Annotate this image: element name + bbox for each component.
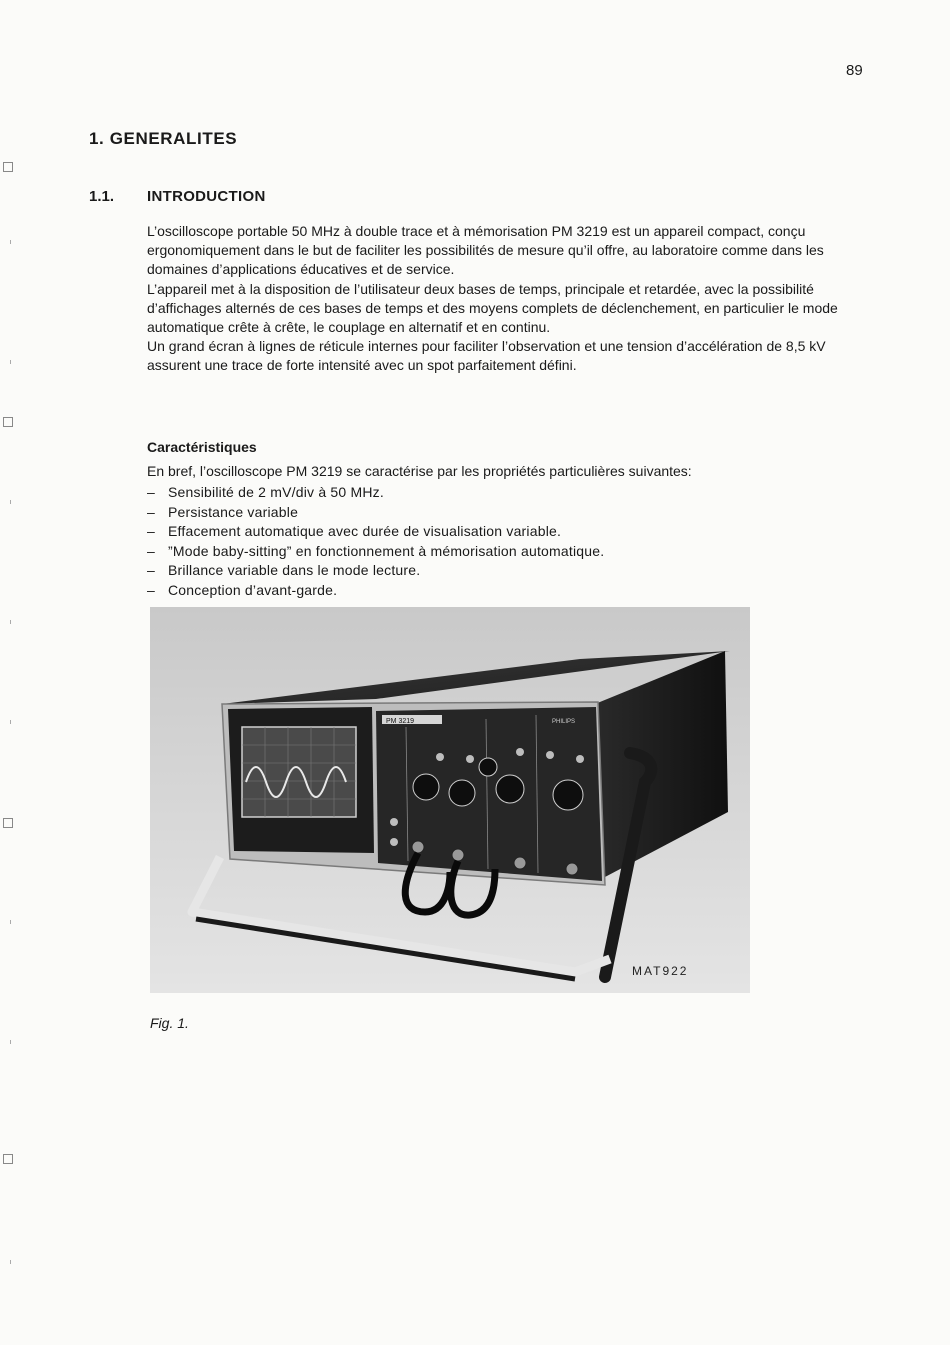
intro-paragraph: L’oscilloscope portable 50 MHz à double trace et à mémorisation PM 3219 est un appareil compact, conçu ergonomiquement dans le but de faciliter les possibilités de mesure qu’il offre, au laboratoire comme dans les domaines d’applications éducatives et de service. [147,223,824,278]
dash-bullet: – [147,503,155,520]
small-knob [546,751,554,759]
margin-dot [10,720,11,724]
bnc-connector [452,849,464,861]
margin-dot [10,500,11,504]
list-item [147,503,604,523]
dash-bullet: – [147,523,155,539]
margin-dot [10,1040,11,1044]
feature-text: Effacement automatique avec durée de visualisation variable. [168,523,562,539]
list-item [147,483,604,503]
feature-text: Persistance variable [168,503,299,520]
model-label-text: PM 3219 [386,718,415,725]
small-knob [390,838,398,846]
intro-text [147,222,867,376]
intro-paragraph: Un grand écran à lignes de réticule internes pour faciliter l’observation et une tension d’accélération de 8,5 kV assurent une trace de forte intensité avec un spot parfaitement défini. [147,338,826,374]
small-knob [576,755,584,763]
margin-mark [3,417,13,427]
bnc-connector [514,857,526,869]
feature-text: Sensibilité de 2 mV/div à 50 MHz. [168,484,384,500]
margin-dot [10,920,11,924]
page-number: 89 [846,62,863,79]
margin-mark [3,162,13,172]
oscilloscope-photo [150,607,750,993]
margin-mark [3,1154,13,1164]
feature-text: Conception d’avant-garde. [168,581,338,598]
features-list [147,483,604,600]
dash-bullet: – [147,581,155,598]
feature-text: ”Mode baby-sitting” en fonctionnement à mémorisation automatique. [168,542,605,559]
margin-dot [10,620,11,624]
margin-mark [3,818,13,828]
knob [496,775,524,803]
dash-bullet: – [147,542,155,559]
subsection-number: 1.1. [89,188,115,205]
dash-bullet: – [147,562,155,578]
list-item [147,522,604,542]
knob [449,780,475,806]
bnc-connector [412,841,424,853]
figure-caption: Fig. 1. [150,1015,189,1031]
caracteristiques-title: Caractéristiques [147,439,257,455]
photo-stamp: MAT922 [632,964,689,978]
section-title: 1. GENERALITES [89,129,238,148]
knob [479,758,497,776]
dash-bullet: – [147,484,155,500]
small-knob [516,748,524,756]
list-item [147,542,604,562]
margin-dot [10,1260,11,1264]
screen [242,727,356,817]
feature-text: Brillance variable dans le mode lecture. [168,562,421,578]
bnc-connector [566,863,578,875]
caracteristiques-intro: En bref, l’oscilloscope PM 3219 se caractérise par les propriétés particulières suivantes: [147,463,692,479]
knob [553,780,583,810]
margin-dot [10,360,11,364]
intro-paragraph: L’appareil met à la disposition de l’utilisateur deux bases de temps, principale et retardée, avec la possibilité d’affichages alternés de ces bases de temps et des moyens complets de déclenchement, en particulier le mode automatique crête à crête, le couplage en alternatif et en continu. [147,280,838,336]
small-knob [436,753,444,761]
small-knob [466,755,474,763]
margin-dot [10,240,11,244]
subsection-title: INTRODUCTION [147,188,266,205]
list-item [147,581,604,601]
small-knob [390,818,398,826]
knob [413,774,439,800]
brand-label-text: PHILIPS [552,719,576,725]
list-item [147,561,604,581]
